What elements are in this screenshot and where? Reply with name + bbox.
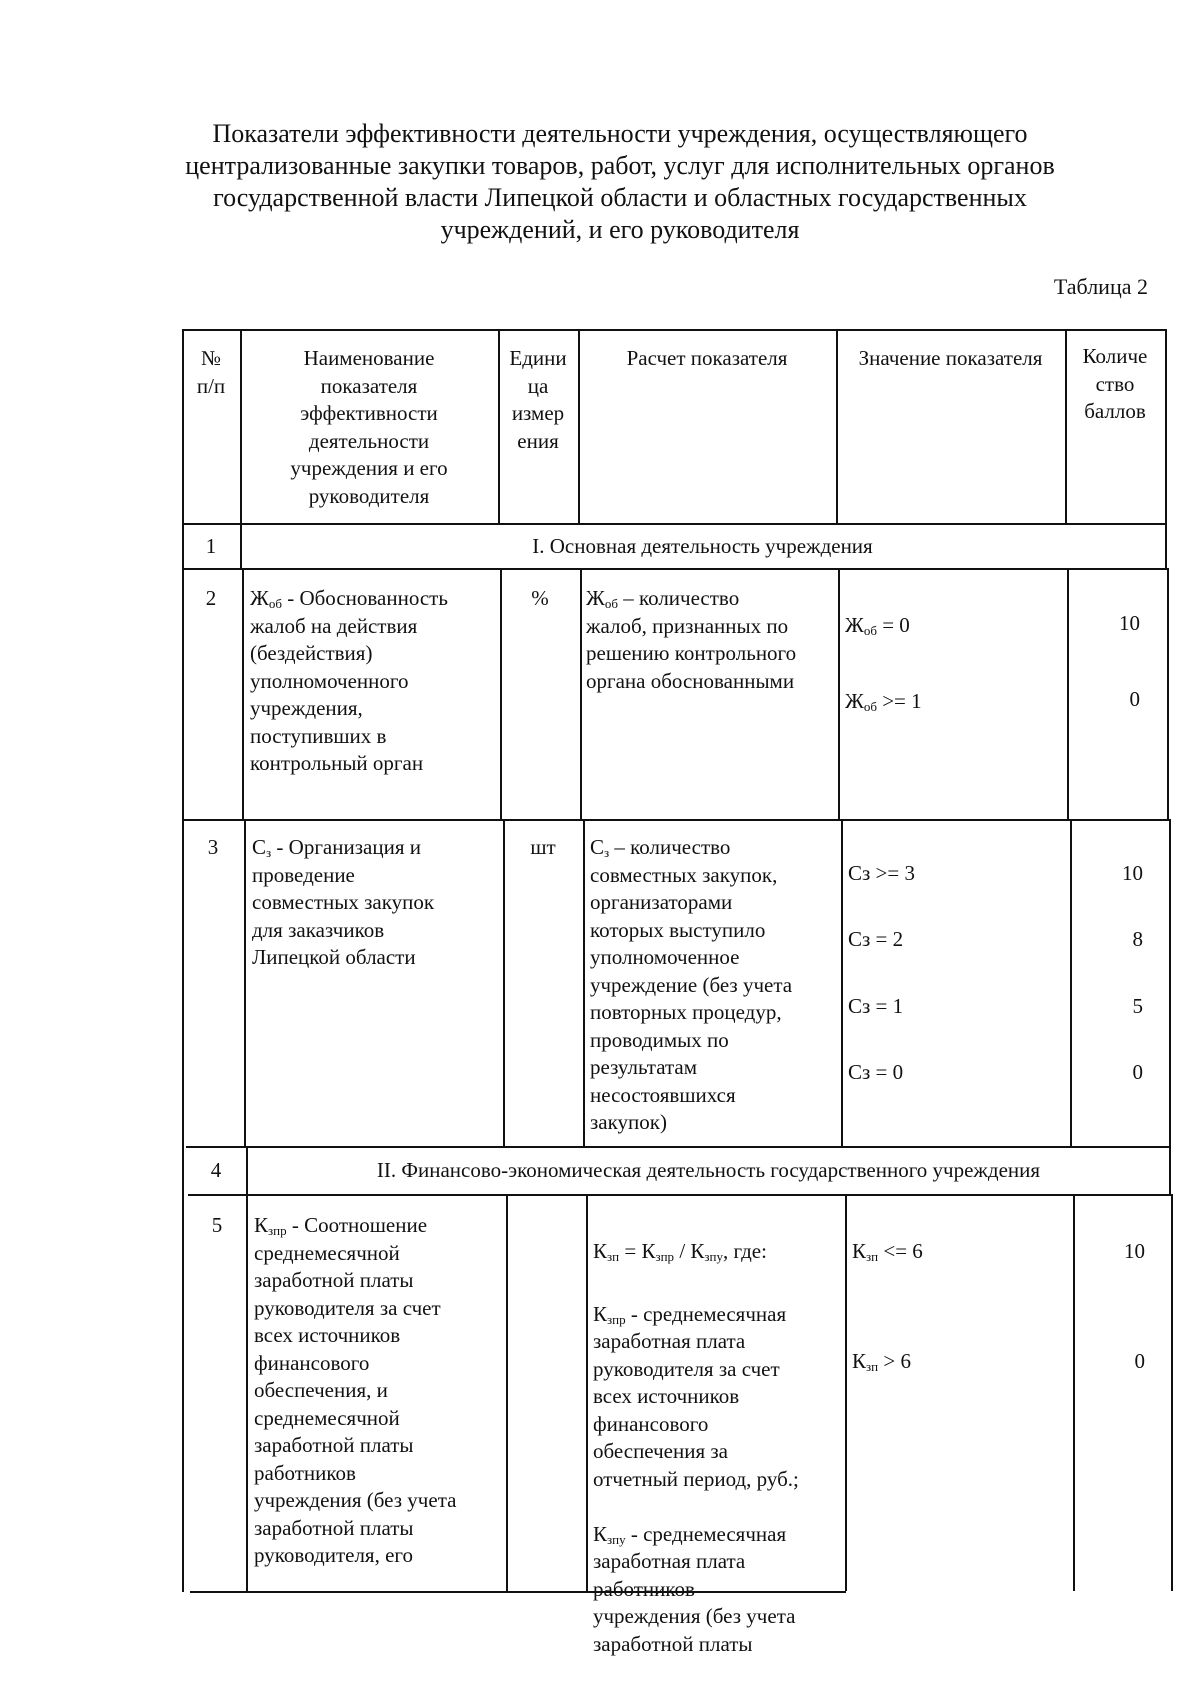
row-5-num: 5 xyxy=(211,1213,223,1237)
table-rule xyxy=(184,819,1169,821)
header-value: Значение показателя xyxy=(858,346,1043,370)
score-line: 8 xyxy=(1132,927,1143,951)
table-rule xyxy=(583,819,585,1146)
score-line: 0 xyxy=(1129,687,1140,711)
row-2-unit: % xyxy=(531,586,549,610)
row-2-values xyxy=(845,584,1060,765)
value-line: $К_{зп} > 6$ xyxy=(852,1349,911,1374)
row-5-name: $К_{зпр}$ - Соотношение среднемесячной заработной платы руководителя за счет всех источников финансового обеспечения, и среднемесячной заработной платы работников учреждения (без учета заработной платы руководителя, его xyxy=(254,1213,457,1567)
table-rule xyxy=(1067,568,1069,819)
table-rule xyxy=(188,1194,1173,1196)
document-title: Показатели эффективности деятельности учреждения, осуществляющего централизованные закупки товаров, работ, услуг для исполнительных органов государственной власти Липецкой области и областных государственных учреждений, и его руководителя xyxy=(185,119,1055,244)
table-rule xyxy=(1171,1194,1173,1591)
row-5-scores xyxy=(1075,1210,1145,1403)
header-unit: Едини ца измер ения xyxy=(509,346,567,453)
score-line: 0 xyxy=(1132,1060,1143,1084)
table-rule xyxy=(1167,568,1169,819)
table-rule xyxy=(503,819,505,1146)
header-score: Количе ство баллов xyxy=(1082,344,1148,423)
row-2-num: 2 xyxy=(205,586,217,610)
score-line: 10 xyxy=(1124,1238,1145,1263)
table-label: Таблица 2 xyxy=(1053,274,1148,299)
header-num: № п/п xyxy=(196,346,226,398)
score-line: 10 xyxy=(1119,610,1140,635)
table-rule xyxy=(246,1194,248,1591)
table-rule xyxy=(182,568,1167,570)
row-2-name: $Ж_{об}$ - Обоснованность жалоб на действия (бездействия) уполномоченного учреждения, поступивших в контрольный орган xyxy=(250,586,448,775)
table-rule xyxy=(186,1146,1171,1148)
table-rule xyxy=(586,1194,588,1591)
row-3-unit: шт xyxy=(530,835,556,859)
value-line: Сз >= 3 xyxy=(848,860,915,885)
table-rule xyxy=(244,819,246,1146)
table-rule xyxy=(838,568,840,819)
value-line: $К_{зп} <= 6$ xyxy=(852,1238,923,1264)
row-3-calc: $С_з$ – количество совместных закупок, организаторами которых выступило уполномоченное учреждение (без учета повторных процедур, проводимых по результатам несостоявшихся закупок) xyxy=(590,835,793,1134)
table-rule xyxy=(1169,819,1171,1194)
section-title-1: I. Основная деятельность учреждения xyxy=(532,534,873,558)
header-calc: Расчет показателя xyxy=(626,346,788,370)
score-line: 10 xyxy=(1122,860,1143,885)
row-4-num: 4 xyxy=(210,1158,222,1182)
value-line: $Ж_{об} >= 1$ xyxy=(845,689,922,714)
section-title-2: II. Финансово-экономическая деятельность государственного учреждения xyxy=(376,1158,1041,1182)
table-rule xyxy=(182,329,184,1592)
value-line: $Ж_{об} = 0$ xyxy=(845,612,910,638)
value-line: Сз = 2 xyxy=(848,927,904,951)
row-2-scores xyxy=(1070,582,1140,763)
score-line: 0 xyxy=(1134,1349,1145,1373)
row-1-num: 1 xyxy=(205,534,217,558)
table-rule xyxy=(841,819,843,1146)
header-name: Наименование показателя эффективности деятельности учреждения и его руководителя xyxy=(290,346,448,508)
row-3-name: $С_з$ - Организация и проведение совместных закупок для заказчиков Липецкой области xyxy=(252,835,435,969)
table-rule xyxy=(1070,819,1072,1146)
table-rule xyxy=(580,568,582,819)
row-3-scores xyxy=(1073,832,1143,1126)
score-line: 5 xyxy=(1132,993,1143,1018)
definition-2: $К_{зпу}$ - среднемесячная заработная плата работников учреждения (без учета заработной платы xyxy=(593,1521,796,1656)
table-rule xyxy=(506,1194,508,1591)
row-5-values xyxy=(852,1210,1067,1403)
table-rule xyxy=(182,523,1167,525)
row-5-calc xyxy=(593,1210,843,1686)
value-line: Сз = 0 xyxy=(848,1060,904,1084)
row-3-num: 3 xyxy=(207,835,219,859)
row-3-values xyxy=(848,832,1063,1126)
formula: $К_{зп} = К_{зпр} / К_{зпу}$, где: xyxy=(593,1238,767,1264)
table-rule xyxy=(242,568,244,819)
definition-1: $К_{зпр}$ - среднемесячная заработная плата руководителя за счет всех источников финансового обеспечения за отчетный период, руб.; xyxy=(593,1301,799,1491)
table-rule xyxy=(182,329,1167,331)
row-2-calc: $Ж_{об}$ – количество жалоб, признанных по решению контрольного органа обоснованными xyxy=(586,586,797,693)
table-rule xyxy=(1165,329,1167,570)
value-line: Сз = 1 xyxy=(848,993,904,1018)
table-rule xyxy=(845,1194,847,1591)
